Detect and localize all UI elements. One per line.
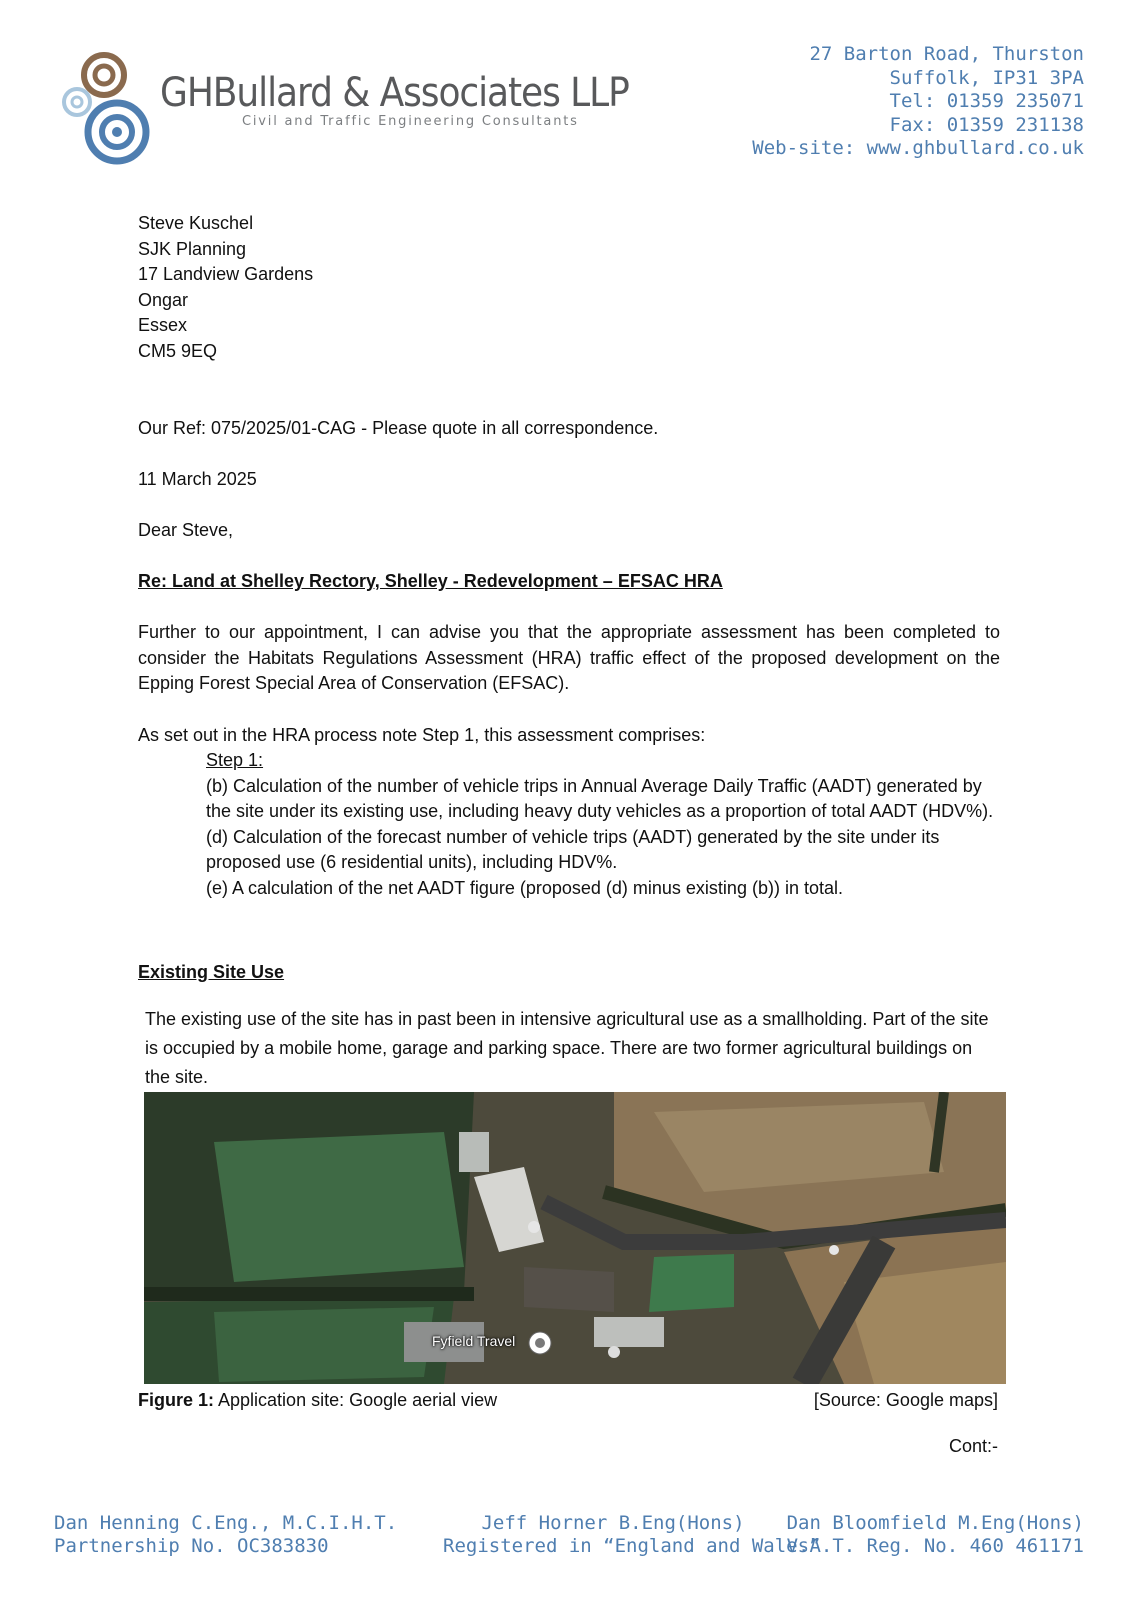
step-item: (e) A calculation of the net AADT figure (proposed (d) minus existing (b)) in total. bbox=[206, 877, 843, 898]
map-pin-icon bbox=[527, 1330, 553, 1356]
address-line-1: 27 Barton Road, Thurston bbox=[809, 43, 1084, 65]
step-title: Step 1: bbox=[206, 750, 264, 770]
figure-label: Figure 1: bbox=[138, 1390, 215, 1410]
subject-line: Re: Land at Shelley Rectory, Shelley - Redevelopment – EFSAC HRA bbox=[138, 571, 723, 591]
footer-left bbox=[54, 1512, 397, 1558]
intro-paragraph: Further to our appointment, I can advise you that the appropriate assessment has been completed to consider the Habitats Regulations Assessment (HRA) traffic effect of the proposed development on the Epping Forest Special Area of Conservation (EFSAC). bbox=[138, 622, 1000, 694]
telephone: Tel: 01359 235071 bbox=[889, 90, 1084, 112]
map-place-label: Fyfield Travel bbox=[432, 1333, 516, 1349]
recipient-line: Essex bbox=[138, 315, 188, 336]
company-logo-icon bbox=[60, 48, 160, 168]
website-link[interactable]: Web-site: www.ghbullard.co.uk bbox=[752, 137, 1084, 159]
step-item: (b) Calculation of the number of vehicle trips in Annual Average Daily Traffic (AADT) generated by the site under its existing use, including heavy duty vehicles as a proportion of total AADT (HDV%). bbox=[206, 775, 994, 822]
figure-caption bbox=[138, 1390, 497, 1411]
footer-right bbox=[787, 1512, 1084, 1558]
footer-partner-3: Dan Bloomfield M.Eng(Hons) bbox=[786, 1512, 1084, 1534]
our-reference: Our Ref: 075/2025/01-CAG - Please quote in all correspondence. bbox=[138, 418, 659, 438]
figure-source: [Source: Google maps] bbox=[813, 1390, 998, 1410]
existing-site-use-heading: Existing Site Use bbox=[138, 962, 285, 982]
recipient-line: CM5 9EQ bbox=[138, 340, 218, 361]
footer-partnership-number: Partnership No. OC383830 bbox=[54, 1535, 329, 1557]
recipient-line: Steve Kuschel bbox=[138, 213, 254, 233]
recipient-address bbox=[138, 211, 313, 365]
hra-intro: As set out in the HRA process note Step 1, this assessment comprises: bbox=[138, 725, 706, 745]
salutation: Dear Steve, bbox=[138, 520, 234, 540]
footer-center bbox=[443, 1512, 821, 1558]
footer-partner-2: Jeff Horner B.Eng(Hons) bbox=[481, 1512, 745, 1534]
company-tagline: Civil and Traffic Engineering Consultants bbox=[242, 114, 579, 129]
assessment-steps bbox=[206, 748, 1006, 902]
footer-registration: Registered in “England and Wales” bbox=[443, 1535, 821, 1557]
fax: Fax: 01359 231138 bbox=[889, 113, 1084, 136]
figure-caption-text: Application site: Google aerial view bbox=[214, 1390, 498, 1410]
continued-label: Cont:- bbox=[948, 1436, 998, 1456]
company-name: GHBullard & Associates LLP bbox=[160, 70, 629, 116]
footer-partner-1: Dan Henning C.Eng., M.C.I.H.T. bbox=[54, 1512, 398, 1534]
letter-date: 11 March 2025 bbox=[138, 469, 257, 489]
address-line-2: Suffolk, IP31 3PA bbox=[889, 66, 1084, 89]
footer-vat-number: V.A.T. Reg. No. 460 461171 bbox=[786, 1535, 1084, 1557]
step-item: (d) Calculation of the forecast number of vehicle trips (AADT) generated by the site under its proposed use (6 residential units), including HDV%. bbox=[206, 826, 940, 873]
recipient-line: 17 Landview Gardens bbox=[138, 264, 314, 285]
recipient-line: SJK Planning bbox=[138, 238, 247, 259]
contact-block bbox=[752, 43, 1084, 161]
recipient-line: Ongar bbox=[138, 289, 189, 310]
existing-site-use-paragraph: The existing use of the site has in past been in intensive agricultural use as a smallholding. Part of the site is occupied by a mobile home, garage and parking space. There are two former agricultural buildings on the site. bbox=[145, 1009, 989, 1087]
aerial-view-image bbox=[144, 1092, 1006, 1384]
